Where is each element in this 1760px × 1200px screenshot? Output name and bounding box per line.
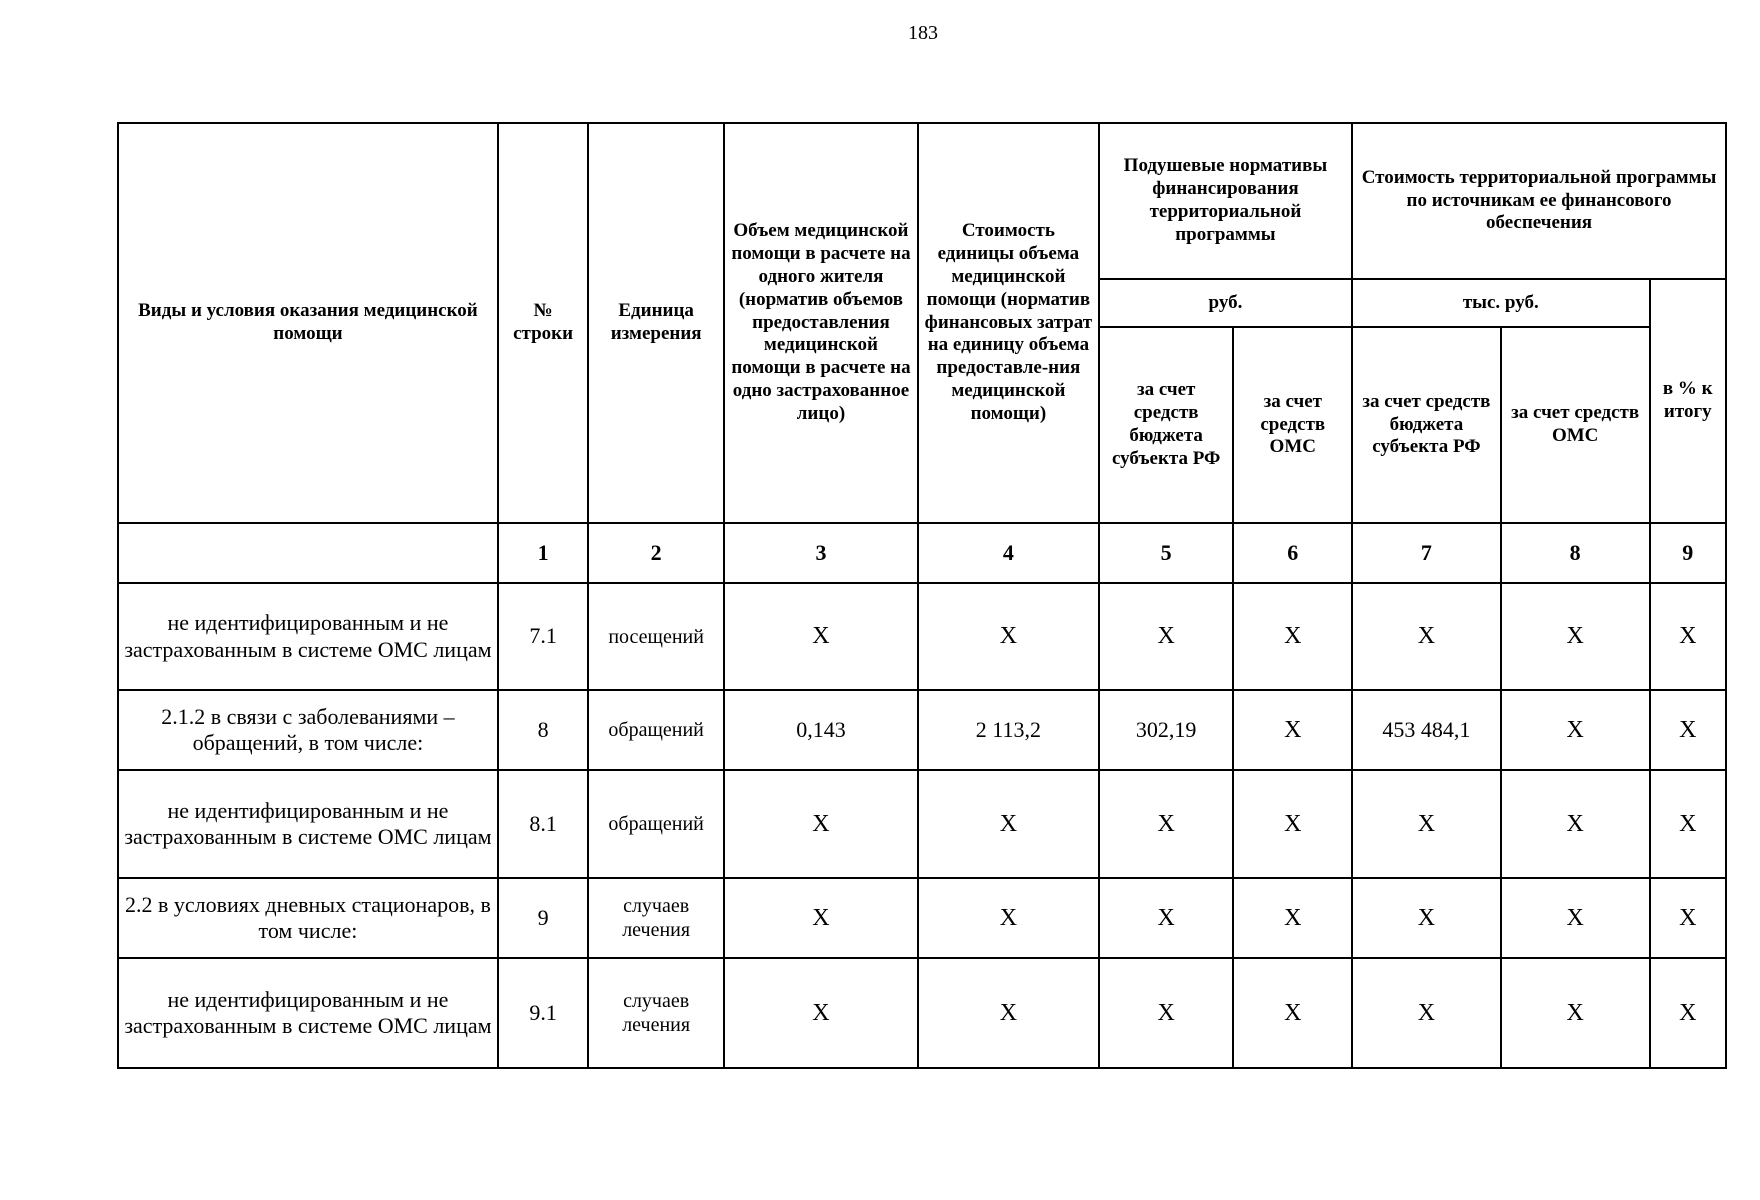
- column-number: 9: [1650, 523, 1726, 583]
- cell-col3: X: [724, 878, 918, 958]
- row-description: не идентифицированным и не застрахованным в системе ОМС лицам: [118, 770, 498, 878]
- cell-col7: X: [1352, 583, 1501, 690]
- row-number: 9.1: [498, 958, 588, 1068]
- cell-col6: X: [1233, 878, 1352, 958]
- column-number: 7: [1352, 523, 1501, 583]
- cell-col5: X: [1099, 958, 1234, 1068]
- cell-col3: X: [724, 958, 918, 1068]
- cell-col8: X: [1501, 878, 1650, 958]
- column-number: 8: [1501, 523, 1650, 583]
- header-col9: в % к итогу: [1650, 279, 1726, 523]
- header-col6: за счет средств ОМС: [1233, 327, 1352, 523]
- cell-col5: X: [1099, 583, 1234, 690]
- row-unit: посещений: [588, 583, 724, 690]
- cell-col9: X: [1650, 958, 1726, 1068]
- column-number: 5: [1099, 523, 1234, 583]
- row-unit: обращений: [588, 690, 724, 770]
- cell-col6: X: [1233, 690, 1352, 770]
- cell-col8: X: [1501, 958, 1650, 1068]
- header-cost: Стоимость единицы объема медицинской помощи (норматив финансовых затрат на единицу объема предоставле-ния медицинской помощи): [918, 123, 1099, 523]
- cell-col5: X: [1099, 878, 1234, 958]
- cell-col9: X: [1650, 878, 1726, 958]
- header-unit: Единица измерения: [588, 123, 724, 523]
- header-col7: за счет средств бюджета субъекта РФ: [1352, 327, 1501, 523]
- table-row: [118, 958, 1726, 1068]
- row-description: 2.1.2 в связи с заболеваниями – обращений, в том числе:: [118, 690, 498, 770]
- cell-col4: X: [918, 958, 1099, 1068]
- header-total-group: Стоимость территориальной программы по источникам ее финансового обеспечения: [1352, 123, 1726, 279]
- cell-col8: X: [1501, 690, 1650, 770]
- header-unit-thousand-rub: тыс. руб.: [1352, 279, 1649, 327]
- cell-col6: X: [1233, 583, 1352, 690]
- row-number: 8: [498, 690, 588, 770]
- cell-col6: X: [1233, 770, 1352, 878]
- table-row: [118, 690, 1726, 770]
- column-number: 6: [1233, 523, 1352, 583]
- row-description: не идентифицированным и не застрахованным в системе ОМС лицам: [118, 958, 498, 1068]
- header-percapita-group: Подушевые нормативы финансирования территориальной программы: [1099, 123, 1352, 279]
- cell-col3: X: [724, 770, 918, 878]
- header-row-no: № строки: [498, 123, 588, 523]
- cell-col4: X: [918, 770, 1099, 878]
- header-col5: за счет средств бюджета субъекта РФ: [1099, 327, 1234, 523]
- column-number: 1: [498, 523, 588, 583]
- cell-col7: X: [1352, 878, 1501, 958]
- row-description: 2.2 в условиях дневных стационаров, в том числе:: [118, 878, 498, 958]
- row-number: 7.1: [498, 583, 588, 690]
- header-col8: за счет средств ОМС: [1501, 327, 1650, 523]
- cell-col7: X: [1352, 958, 1501, 1068]
- cell-col6: X: [1233, 958, 1352, 1068]
- cell-col4: X: [918, 878, 1099, 958]
- column-number: 4: [918, 523, 1099, 583]
- column-number: 2: [588, 523, 724, 583]
- header-kind: Виды и условия оказания медицинской помощи: [118, 123, 498, 523]
- cell-col9: X: [1650, 583, 1726, 690]
- cell-col4: X: [918, 583, 1099, 690]
- column-number: 3: [724, 523, 918, 583]
- row-unit: обращений: [588, 770, 724, 878]
- row-number: 8.1: [498, 770, 588, 878]
- table-row: [118, 770, 1726, 878]
- column-numbers-row: [118, 523, 1726, 583]
- cell-col3: 0,143: [724, 690, 918, 770]
- cell-col9: X: [1650, 770, 1726, 878]
- cell-col8: X: [1501, 770, 1650, 878]
- table-row: [118, 878, 1726, 958]
- cell-col5: X: [1099, 770, 1234, 878]
- cell-col8: X: [1501, 583, 1650, 690]
- cell-col3: X: [724, 583, 918, 690]
- header-volume: Объем медицинской помощи в расчете на одного жителя (норматив объемов предоставления медицинской помощи в расчете на одно застрахованное лицо): [724, 123, 918, 523]
- cell-col7: X: [1352, 770, 1501, 878]
- table-row: [118, 583, 1726, 690]
- cell-col5: 302,19: [1099, 690, 1234, 770]
- financing-table: [117, 122, 1727, 1069]
- row-description: не идентифицированным и не застрахованным в системе ОМС лицам: [118, 583, 498, 690]
- row-unit: случаев лечения: [588, 958, 724, 1068]
- page-number: 183: [908, 22, 938, 44]
- cell-col9: X: [1650, 690, 1726, 770]
- header-unit-rub: руб.: [1099, 279, 1352, 327]
- cell-col4: 2 113,2: [918, 690, 1099, 770]
- column-number-blank: [118, 523, 498, 583]
- cell-col7: 453 484,1: [1352, 690, 1501, 770]
- row-unit: случаев лечения: [588, 878, 724, 958]
- row-number: 9: [498, 878, 588, 958]
